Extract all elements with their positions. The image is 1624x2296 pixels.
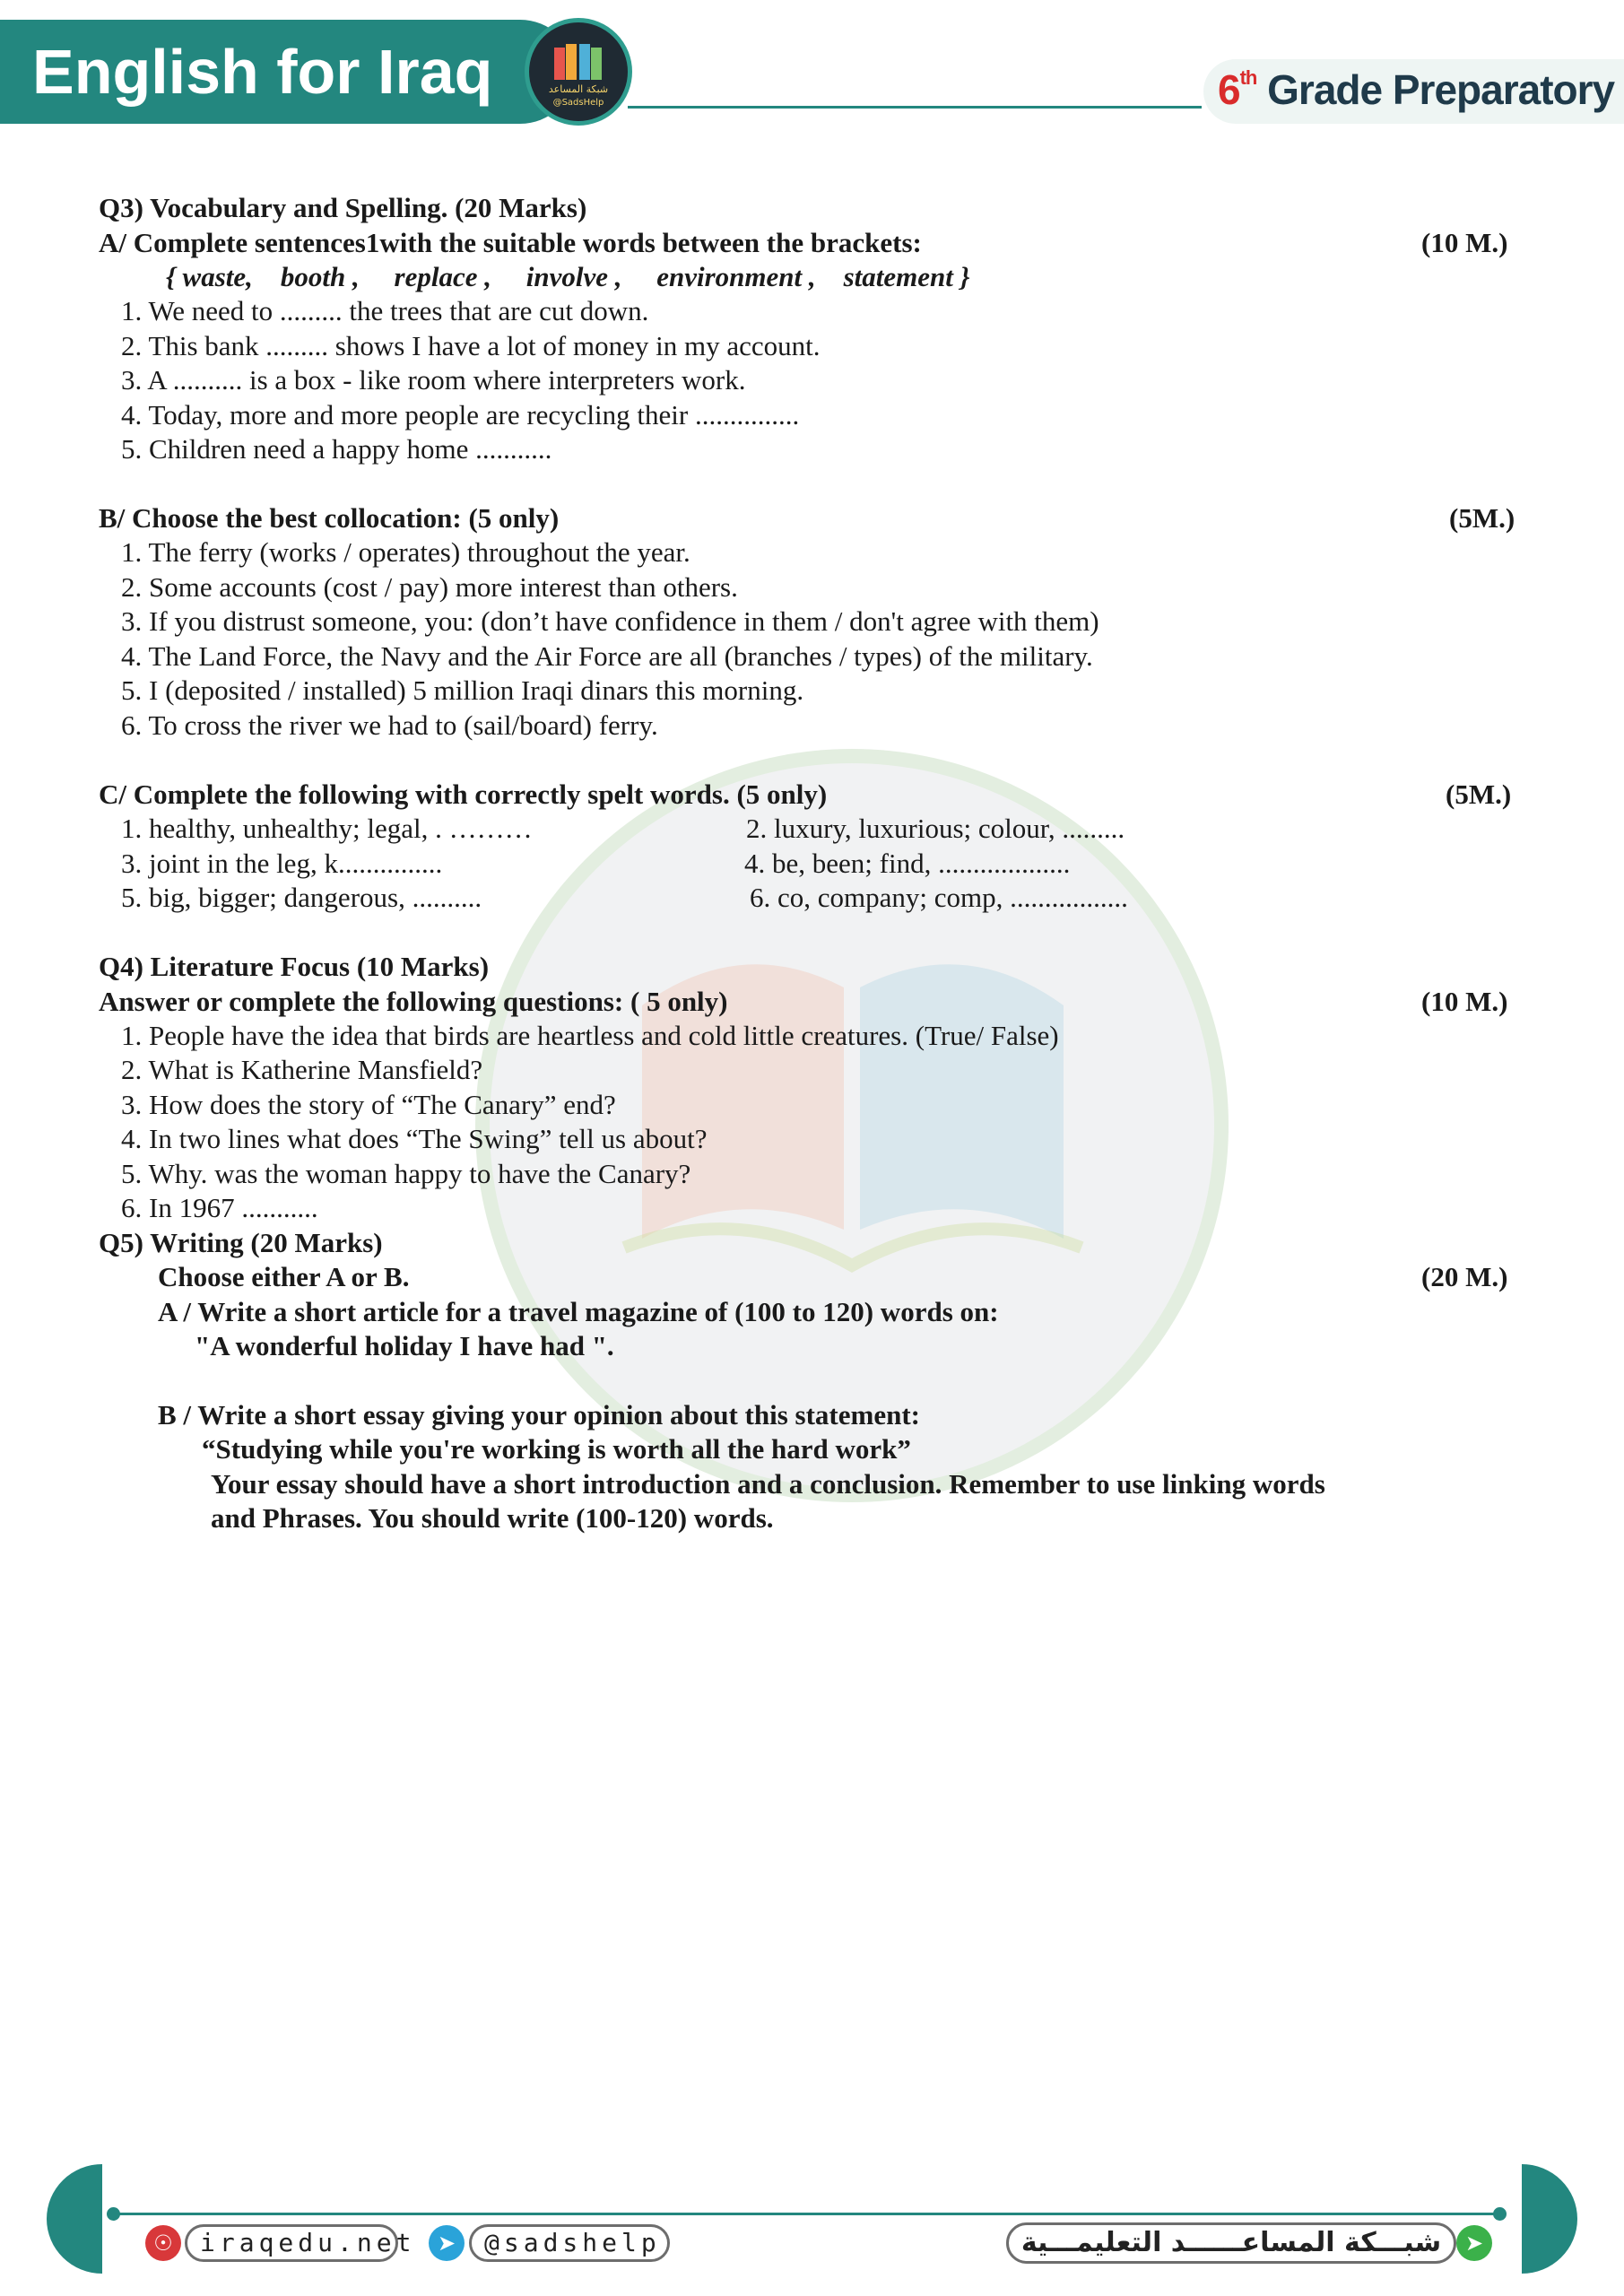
q3a-item: 1. We need to ......... the trees that are cut down.	[121, 295, 649, 326]
q4-item: 6. In 1967 ...........	[121, 1192, 318, 1223]
q4-item: 5. Why. was the woman happy to have the Canary?	[121, 1158, 691, 1189]
q3c-marks: (5M.)	[1446, 778, 1512, 810]
q3c-item: 5. big, bigger; dangerous, ..........	[121, 882, 482, 913]
q3c-instruction: C/ Complete the following with correctly spelt words. (5 only)	[99, 778, 828, 810]
q5-title: Q5) Writing (20 Marks)	[99, 1227, 383, 1258]
q4-item: 2. What is Katherine Mansfield?	[121, 1054, 483, 1085]
footer-dot	[1493, 2207, 1507, 2221]
q3b-item: 3. If you distrust someone, you: (don’t have confidence in them / don't agree with them)	[121, 605, 1099, 637]
logo-text: شبكة المساعد	[548, 83, 609, 95]
q3b-instruction: B/ Choose the best collocation: (5 only)	[99, 502, 560, 534]
website-link[interactable]: iraqedu.net	[185, 2224, 398, 2262]
q5-option-b-statement: “Studying while you're working is worth all the hard work”	[202, 1433, 911, 1465]
q3a-item: 4. Today, more and more people are recycling their ...............	[121, 399, 800, 430]
q3b-item: 1. The ferry (works / operates) throughout the year.	[121, 536, 690, 568]
q3b-marks: (5M.)	[1449, 502, 1515, 534]
q5-option-a-topic: "A wonderful holiday I have had ".	[195, 1330, 614, 1361]
q5-choose: Choose either A or B.	[158, 1261, 410, 1292]
grade-number: 6	[1218, 66, 1240, 113]
q5-option-b: B / Write a short essay giving your opinion about this statement:	[158, 1399, 920, 1431]
q5-option-b-note: and Phrases. You should write (100-120) words.	[211, 1502, 774, 1534]
q4-item: 1. People have the idea that birds are heartless and cold little creatures. (True/ False)	[121, 1020, 1059, 1051]
q4-title: Q4) Literature Focus (10 Marks)	[99, 951, 490, 982]
q5-marks: (20 M.)	[1421, 1261, 1508, 1292]
q4-marks: (10 M.)	[1421, 986, 1508, 1017]
q3b-item: 2. Some accounts (cost / pay) more interest than others.	[121, 571, 738, 603]
q3a-marks: (10 M.)	[1421, 227, 1508, 258]
logo-handle: @SadsHelp	[552, 98, 604, 108]
q5-option-a: A / Write a short article for a travel magazine of (100 to 120) words on:	[158, 1296, 999, 1327]
grade-label-line	[1218, 63, 1614, 125]
q3c-item: 2. luxury, luxurious; colour, .........	[746, 813, 1125, 844]
network-logo	[525, 18, 632, 126]
telegram-icon: ➤	[429, 2225, 465, 2261]
q3a-word-bank: { waste, booth , replace , involve , environment , statement }	[166, 261, 970, 292]
q4-instruction: Answer or complete the following questions: ( 5 only)	[99, 986, 728, 1017]
grade-suffix: th	[1239, 66, 1257, 89]
q3c-item: 3. joint in the leg, k...............	[121, 848, 443, 879]
q3b-item: 4. The Land Force, the Navy and the Air Force are all (branches / types) of the military.	[121, 640, 1093, 672]
q3a-instruction: A/ Complete sentences1with the suitable words between the brackets:	[99, 227, 922, 258]
q3b-item: 6. To cross the river we had to (sail/board) ferry.	[121, 709, 658, 741]
header-rule	[628, 106, 1202, 109]
footer-rule	[111, 2213, 1499, 2215]
globe-icon: ☉	[145, 2225, 181, 2261]
network-name: شبـــكة المساعــــــد التعليمـــية	[1006, 2222, 1456, 2264]
q3a-item: 3. A .......... is a box - like room where interpreters work.	[121, 364, 746, 396]
telegram-handle[interactable]: @sadshelp	[469, 2224, 670, 2262]
q4-item: 4. In two lines what does “The Swing” tell us about?	[121, 1123, 708, 1154]
grade-label: Grade Preparatory	[1267, 66, 1615, 113]
footer-right-cap	[1522, 2164, 1577, 2274]
cursor-icon: ➤	[1456, 2225, 1492, 2261]
q3a-item: 2. This bank ......... shows I have a lot of money in my account.	[121, 330, 821, 361]
footer-dot	[107, 2207, 120, 2221]
q3a-item: 5. Children need a happy home ...........	[121, 433, 552, 465]
q4-item: 3. How does the story of “The Canary” end?	[121, 1089, 616, 1120]
q3c-item: 1. healthy, unhealthy; legal, . ………	[121, 813, 533, 844]
q3-title: Q3) Vocabulary and Spelling. (20 Marks)	[99, 192, 587, 223]
q5-option-b-note: Your essay should have a short introduction and a conclusion. Remember to use linking words	[211, 1468, 1325, 1500]
q3c-item: 6. co, company; comp, .................	[750, 882, 1128, 913]
q3c-item: 4. be, been; find, ...................	[744, 848, 1071, 879]
q3b-item: 5. I (deposited / installed) 5 million Iraqi dinars this morning.	[121, 674, 804, 706]
footer-left-cap	[47, 2164, 102, 2274]
header-title: English for Iraq	[32, 37, 493, 107]
